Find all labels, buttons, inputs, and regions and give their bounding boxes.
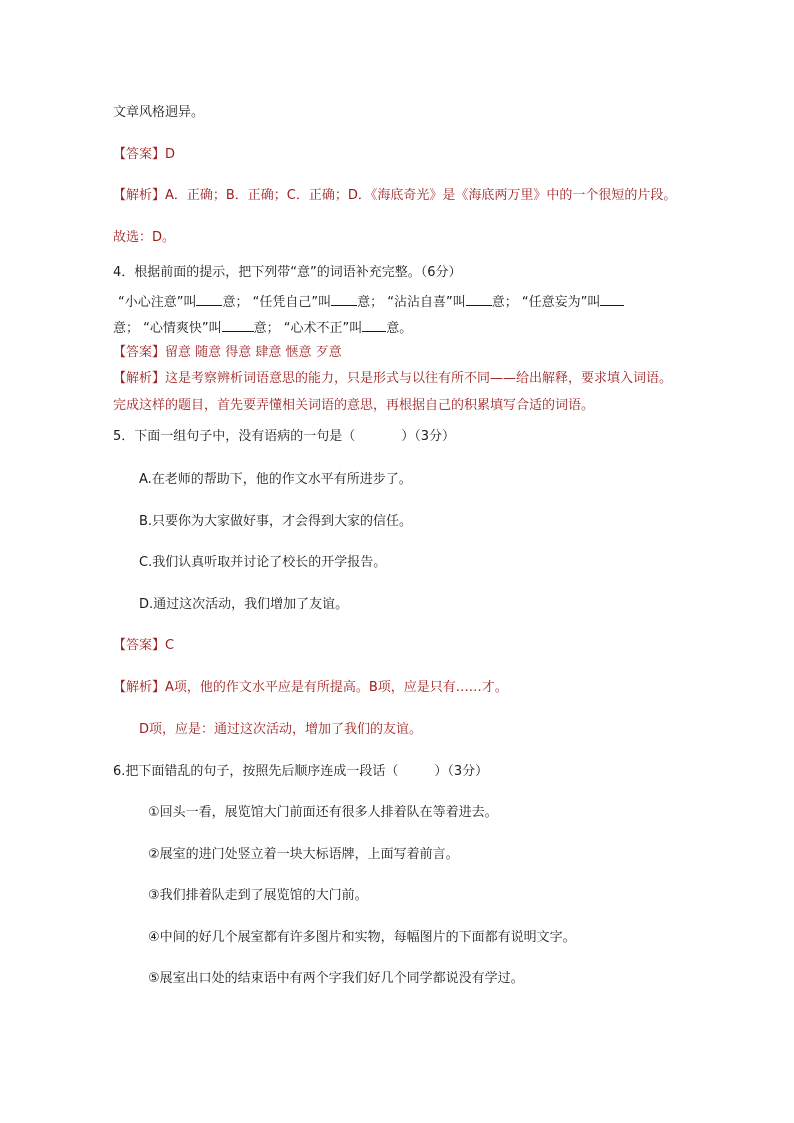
- q4-answer: 【答案】留意 随意 得意 肆意 惬意 歹意: [113, 345, 342, 360]
- q4-suffix-3: 意；: [491, 295, 518, 310]
- q4-hints-line-2: [113, 318, 412, 338]
- q6-sentence-1: ①回头一看，展览馆大门前面还有很多人排着队在等着进去。: [148, 805, 498, 820]
- q5-option-d: D.通过这次活动，我们增加了友谊。: [139, 597, 349, 612]
- q4-hint-4: “任意妄为”叫: [521, 295, 601, 310]
- q5-stem-score: ）（3分）: [401, 429, 456, 444]
- q4-analysis-line-1: 【解析】这是考察辨析词语意思的能力，只是形式与以往有所不同——给出解释，要求填入词语。: [113, 371, 673, 386]
- q6-stem: [113, 763, 488, 781]
- q6-sentence-5: ⑤展室出口处的结束语中有两个字我们好几个同学都说没有学过。: [148, 971, 524, 986]
- q5-analysis-line-2: D项，应是：通过这次活动，增加了我们的友谊。: [139, 722, 423, 737]
- q5-stem-text: 5．下面一组句子中，没有语病的一句是（: [113, 429, 356, 444]
- q4-hint-2: “任凭自己”叫: [252, 295, 332, 310]
- q4-blank-6[interactable]: [362, 318, 386, 332]
- q5-answer: 【答案】C: [113, 638, 175, 653]
- q3-analysis: 【解析】A．正确；B．正确；C．正确；D．《海底奇光》是《海底两万里》中的一个很短的片段。: [113, 188, 677, 203]
- q4-hint-3: “沾沾自喜”叫: [387, 295, 466, 310]
- q6-stem-text: 6.把下面错乱的句子，按照先后顺序连成一段话（: [113, 764, 399, 779]
- q3-choice: 故选：D。: [113, 230, 176, 245]
- q4-blank-3[interactable]: [466, 292, 492, 306]
- q5-option-a: A.在老师的帮助下，他的作文水平有所进步了。: [139, 472, 412, 487]
- q4-suffix-6: 意。: [386, 321, 413, 336]
- q6-sentence-2: ②展室的进门处竖立着一块大标语牌，上面写着前言。: [148, 847, 459, 862]
- q4-hint-5: “心情爽快”叫: [143, 321, 222, 336]
- q5-option-c: C.我们认真听取并讨论了校长的开学报告。: [139, 555, 387, 570]
- q5-option-b: B.只要你为大家做好事，才会得到大家的信任。: [139, 514, 413, 529]
- q4-suffix-5: 意；: [253, 321, 280, 336]
- q4-hints-line-1: [118, 292, 624, 312]
- q6-sentence-3: ③我们排着队走到了展览馆的大门前。: [148, 888, 368, 903]
- q4-stem: 4．根据前面的提示，把下列带“意”的词语补充完整。（6分）: [113, 265, 462, 280]
- q4-suffix-1: 意；: [222, 295, 249, 310]
- q4-blank-5[interactable]: [222, 318, 254, 332]
- q6-stem-score: ）（3分）: [434, 764, 489, 779]
- q4-hint-6: “心术不正”叫: [283, 321, 363, 336]
- q4-blank-4[interactable]: [600, 292, 624, 306]
- intro-tail: 文章风格迥异。: [113, 105, 205, 120]
- q4-suffix-4: 意；: [113, 321, 140, 336]
- q4-blank-2[interactable]: [331, 292, 357, 306]
- q4-hint-1: “小心注意”叫: [118, 295, 197, 310]
- q5-stem: [113, 428, 455, 446]
- q4-suffix-2: 意；: [357, 295, 384, 310]
- q6-sentence-4: ④中间的好几个展室都有许多图片和实物，每幅图片的下面都有说明文字。: [148, 930, 576, 945]
- q4-blank-1[interactable]: [196, 292, 222, 306]
- q5-analysis-line-1: 【解析】A项，他的作文水平应是有所提高。B项，应是只有……才。: [113, 680, 508, 695]
- q3-answer: 【答案】D: [113, 147, 176, 162]
- q4-analysis-line-2: 完成这样的题目，首先要弄懂相关词语的意思，再根据自己的积累填写合适的词语。: [113, 398, 595, 413]
